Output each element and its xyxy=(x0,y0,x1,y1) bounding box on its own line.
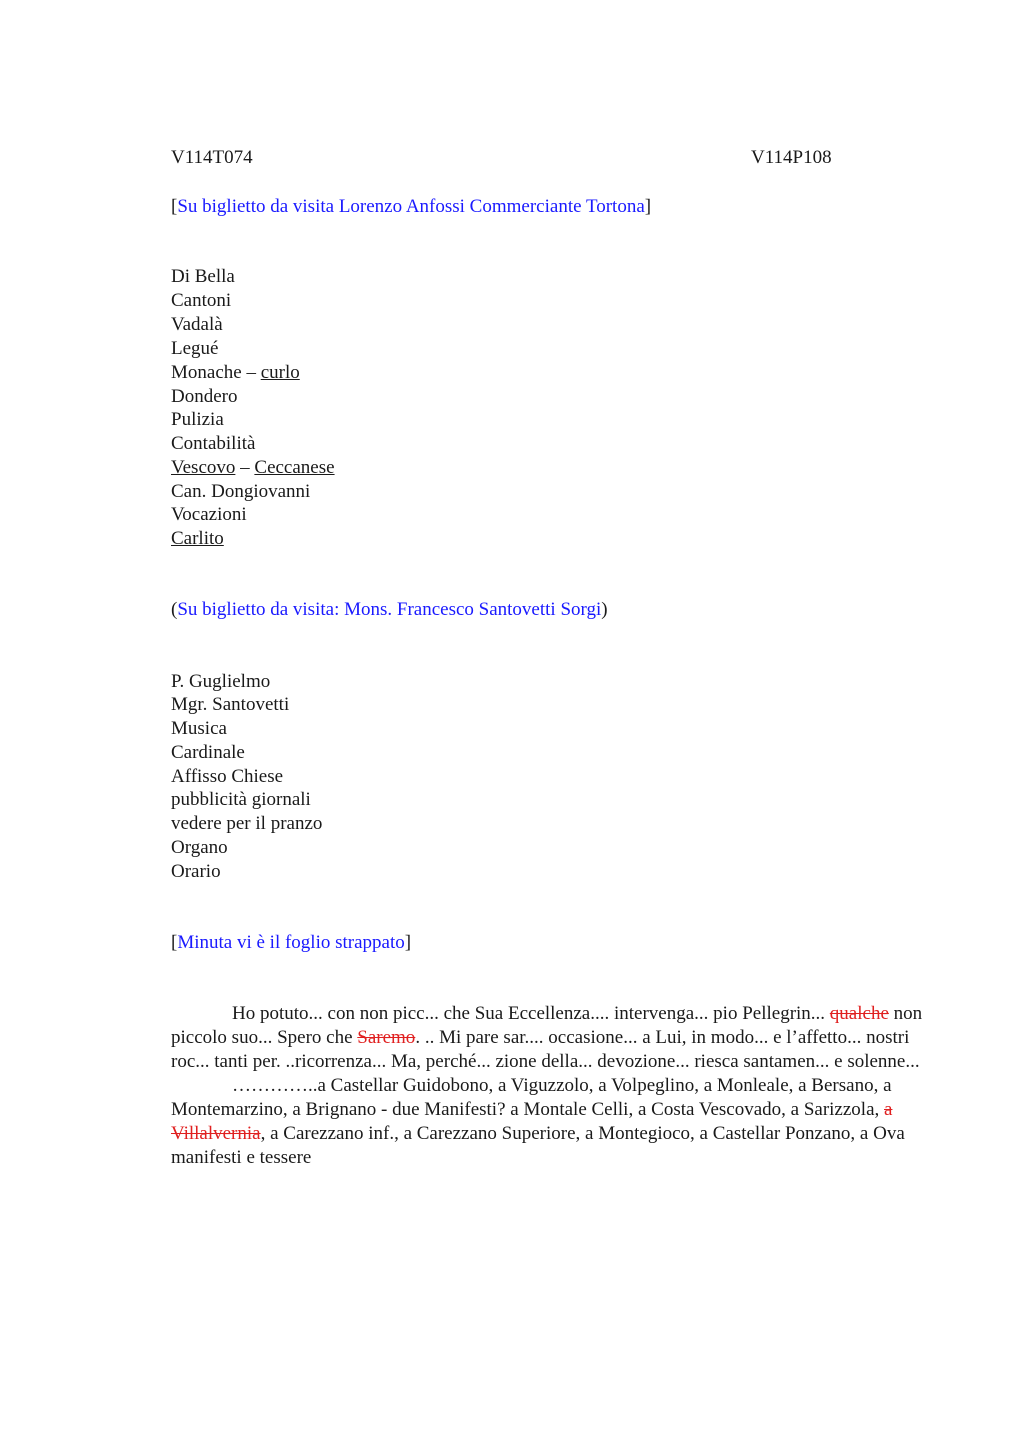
list-item: Musica xyxy=(171,718,227,739)
text-run: . .. Mi pare sar.... occasione... a Lui, in modo... e l’affetto... nostri roc... tanti per. ..ricorrenza... Ma, perché... zione della... devozione... riesca santamen... e solenne... xyxy=(171,1027,920,1072)
list-item: Mgr. Santovetti xyxy=(171,694,290,715)
underlined-text: Vescovo xyxy=(171,457,236,478)
list-item-underlined: Carlito xyxy=(171,528,224,549)
bracket-close: ] xyxy=(404,932,412,953)
bracket-close: ] xyxy=(644,196,652,217)
list-item: Di Bella xyxy=(171,266,235,287)
list-item: Vocazioni xyxy=(171,504,247,525)
draft-text xyxy=(171,1002,931,1170)
text-run: non piccolo suo... Spero che xyxy=(171,1003,923,1048)
list-item: Organo xyxy=(171,837,228,858)
bracket-open: [ xyxy=(171,932,178,953)
list-item: Can. Dongiovanni xyxy=(171,481,311,502)
list-item: Cantoni xyxy=(171,290,232,311)
list-item: Orario xyxy=(171,861,221,882)
note-text: Minuta vi è il foglio strappato xyxy=(177,932,405,953)
text-run: , a Carezzano inf., a Carezzano Superiore, a Montegioco, a Castellar Ponzano, a Ova manifesti e tessere xyxy=(171,1123,905,1168)
paren-close: ) xyxy=(601,599,608,620)
struck-text: qualche xyxy=(829,1003,889,1024)
list-item: P. Guglielmo xyxy=(171,671,271,692)
list-item: Pulizia xyxy=(171,409,224,430)
underlined-text: Ceccanese xyxy=(254,457,335,478)
note-text: Su biglietto da visita: Mons. Francesco Santovetti Sorgi xyxy=(177,599,602,620)
note-text: Su biglietto da visita Lorenzo Anfossi Commerciante Tortona xyxy=(177,196,645,217)
paren-open: ( xyxy=(171,599,178,620)
editorial-note-3 xyxy=(171,931,411,955)
list-item: Contabilità xyxy=(171,433,256,454)
list-item: pubblicità giornali xyxy=(171,789,311,810)
item-text: Monache xyxy=(171,362,242,383)
header-right-code: V114P108 xyxy=(751,147,832,168)
list-item: Dondero xyxy=(171,386,238,407)
dash: – xyxy=(235,457,255,478)
list-item: Legué xyxy=(171,338,219,359)
dash: – xyxy=(241,362,261,383)
underlined-text: curlo xyxy=(260,362,300,383)
list-item: Affisso Chiese xyxy=(171,766,284,787)
header-left-code: V114T074 xyxy=(171,147,253,168)
list-item: vedere per il pranzo xyxy=(171,813,323,834)
text-run: Ho potuto... con non picc... che Sua Eccellenza.... intervenga... pio Pellegrin... xyxy=(232,1003,830,1024)
list-item-vescovo xyxy=(171,456,335,480)
list-item: Cardinale xyxy=(171,742,245,763)
draft-paragraph-1 xyxy=(171,1002,931,1074)
struck-text: Saremo xyxy=(357,1027,416,1048)
draft-paragraph-2 xyxy=(171,1074,931,1170)
editorial-note-2 xyxy=(171,598,608,622)
editorial-note-1 xyxy=(171,195,651,219)
list-item-monache xyxy=(171,361,300,385)
struck-text: a Villalvernia xyxy=(171,1099,893,1144)
list-item: Vadalà xyxy=(171,314,223,335)
text-run: …………..a Castellar Guidobono, a Viguzzolo, a Volpeglino, a Monleale, a Bersano, a Montemarzino, a Brignano - due Manifesti? a Montale Celli, a Costa Vescovado, a Sarizzola, xyxy=(171,1075,892,1120)
bracket-open: [ xyxy=(171,196,178,217)
